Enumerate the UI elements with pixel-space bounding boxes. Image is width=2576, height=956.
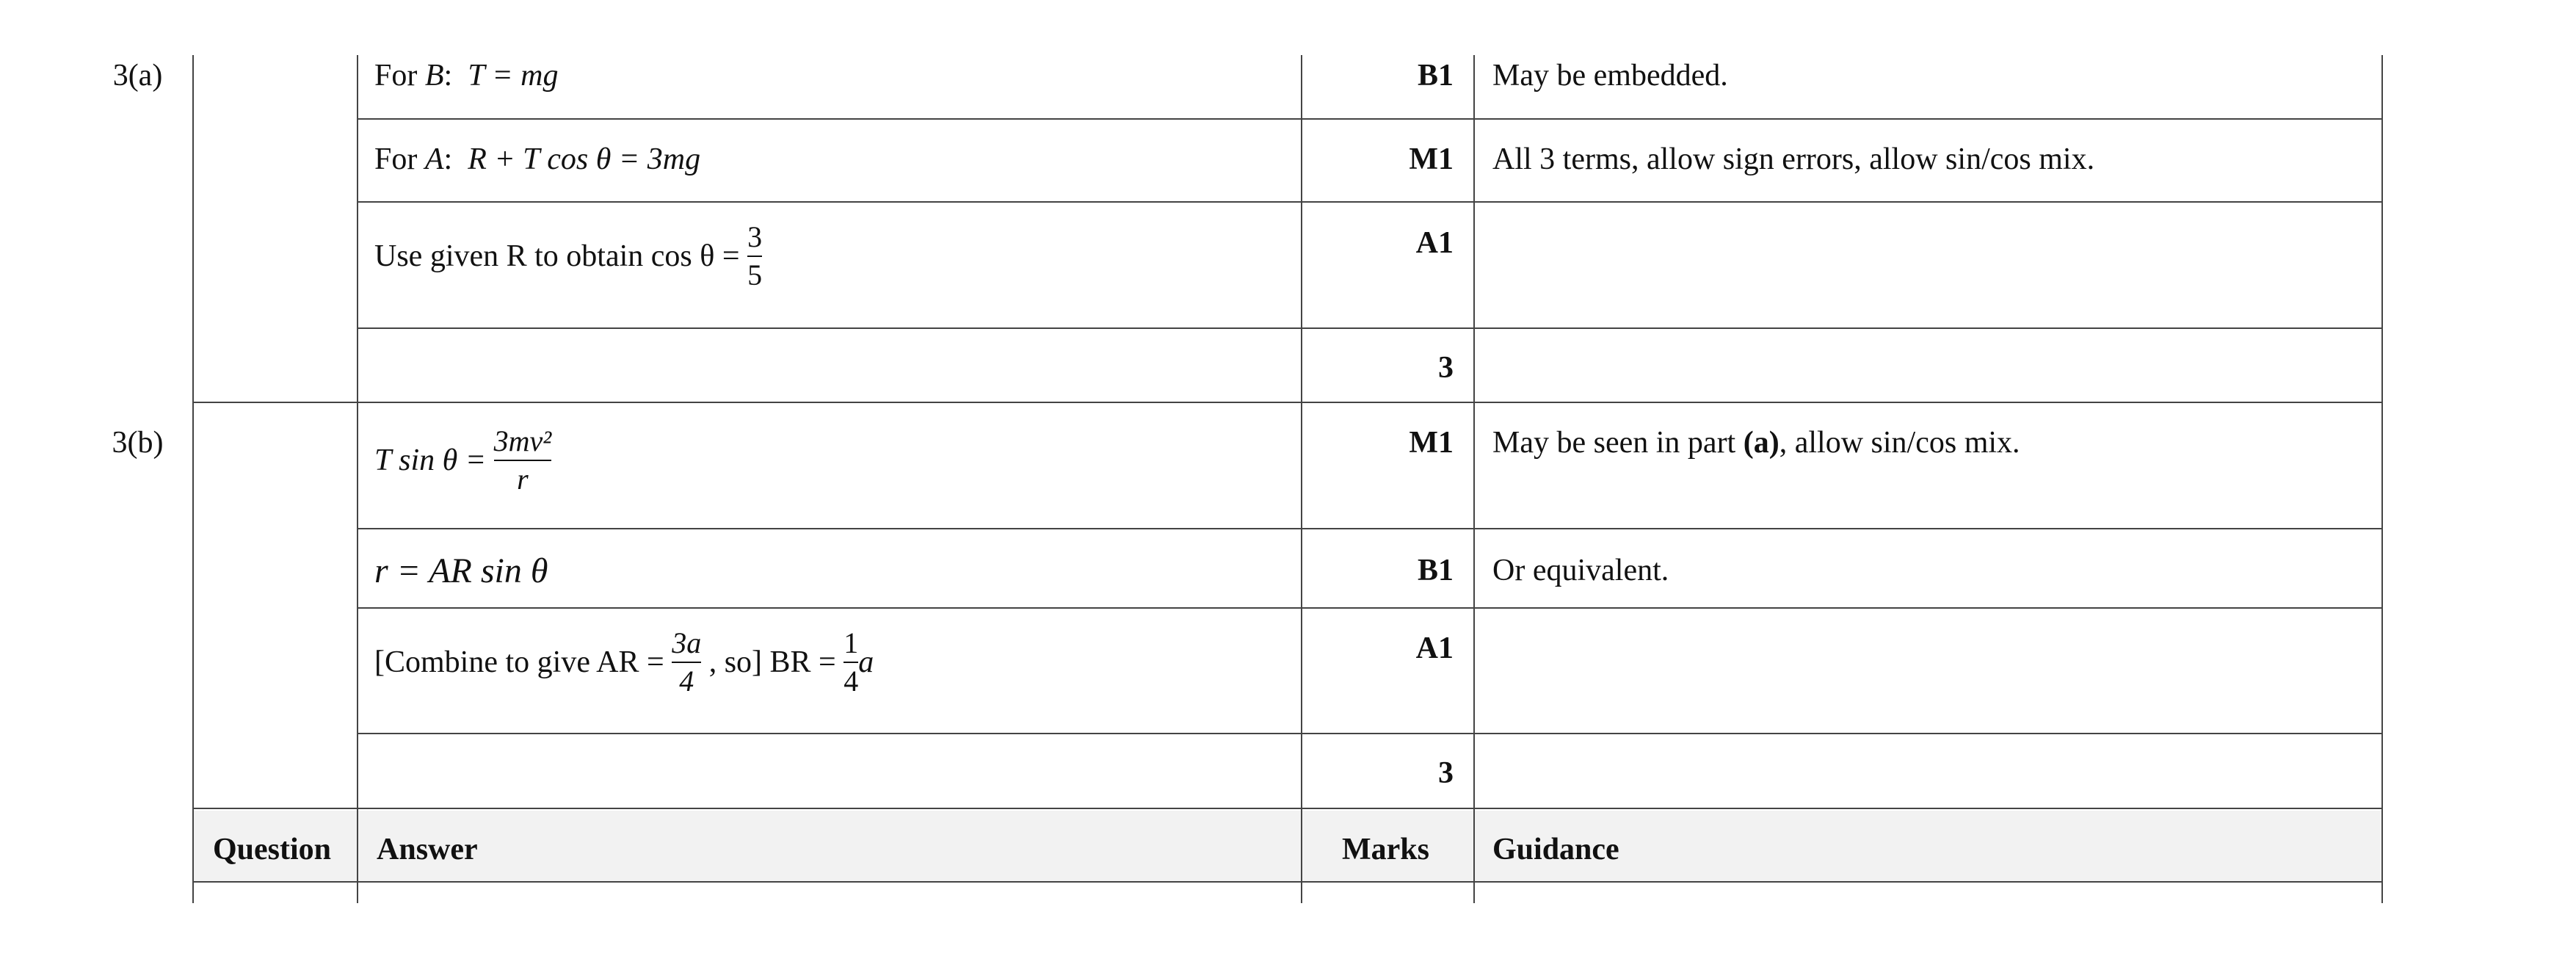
mark-3b-row3: A1 [1415, 631, 1454, 665]
grid-line-section [192, 808, 2383, 809]
grid-line-answer-marks [1301, 55, 1302, 903]
grid-line-right [2381, 55, 2383, 903]
grid-line-question-answer [357, 55, 358, 903]
answer-3b-row1: T sin θ = $\frac{\text{3mv²}}{r}$ [374, 424, 552, 496]
guidance-3b-row2: Or equivalent. [1492, 554, 1669, 587]
grid-line-row [357, 528, 2383, 529]
answer-3a-row3: Use given R to obtain cos θ = $\frac{3}{5}$ [374, 220, 763, 291]
question-number-3a: 3(a) [112, 59, 163, 93]
table-header-band [192, 811, 2383, 883]
mark-3a-row2: M1 [1409, 142, 1454, 176]
answer-3a-row1: For B: T = mg [374, 59, 559, 93]
header-guidance: Guidance [1492, 833, 1619, 866]
mark-3a-row3: A1 [1415, 226, 1454, 260]
grid-line-row [357, 327, 2383, 329]
grid-line-left [192, 55, 194, 903]
answer-3a-row2: For A: R + T cos θ = 3mg [374, 142, 701, 176]
fraction: $\frac{3a}{4}$ [672, 626, 702, 698]
answer-3b-row3: [Combine to give AR = $\frac{3a}{4}$ , so] BR = $\frac{1}{4}$ a [374, 626, 874, 698]
grid-line-row [357, 118, 2383, 120]
grid-line-section [192, 402, 2383, 403]
guidance-3b-row1: May be seen in part (a), allow sin/cos mix. [1492, 426, 2020, 460]
guidance-3a-row1: May be embedded. [1492, 59, 1728, 93]
grid-line-marks-guidance [1473, 55, 1475, 903]
fraction: $\frac{\text{3mv²}}{r}$ [493, 424, 552, 496]
grid-line-row [357, 607, 2383, 609]
question-number-3b: 3(b) [112, 426, 164, 460]
grid-line-row [357, 201, 2383, 203]
mark-3b-row1: M1 [1409, 426, 1454, 460]
header-answer: Answer [377, 833, 478, 866]
total-marks-3a: 3 [1438, 351, 1454, 385]
grid-line-row [357, 733, 2383, 734]
answer-3b-row2: r = AR sin θ [374, 551, 548, 590]
mark-3a-row1: B1 [1417, 59, 1454, 93]
fraction: $\frac{1}{4}$ [843, 626, 859, 698]
grid-line-header-bottom [192, 881, 2383, 883]
header-marks: Marks [1342, 833, 1429, 866]
header-question: Question [213, 833, 332, 866]
total-marks-3b: 3 [1438, 756, 1454, 790]
fraction: $\frac{3}{5}$ [747, 220, 763, 291]
guidance-3a-row2: All 3 terms, allow sign errors, allow sin/cos mix. [1492, 142, 2095, 176]
mark-3b-row2: B1 [1417, 554, 1454, 587]
